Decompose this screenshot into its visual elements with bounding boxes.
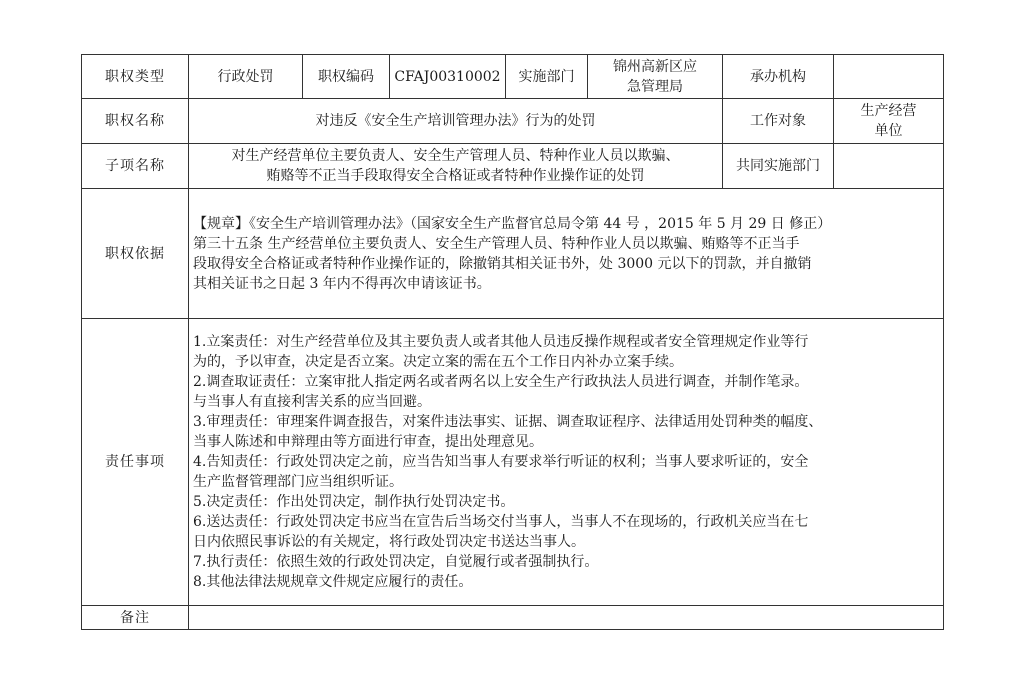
sub-value-line1: 对生产经营单位主要负责人、安全生产管理人员、特种作业人员以欺骗、 [231, 148, 680, 164]
duty-line: 8.其他法律法规规章文件规定应履行的责任。 [193, 574, 473, 590]
org-value [834, 55, 944, 99]
type-value: 行政处罚 [189, 55, 303, 99]
row-duty [82, 319, 944, 606]
dept-value [588, 55, 723, 99]
duty-line: 7.执行责任：依照生效的行政处罚决定，自觉履行或者强制执行。 [193, 554, 599, 570]
sub-label: 子项名称 [82, 144, 189, 189]
name-value: 对违反《安全生产培训管理办法》行为的处罚 [189, 99, 723, 144]
code-value: CFAJ00310002 [390, 55, 506, 99]
target-value [834, 99, 944, 144]
duty-line: 为的，予以审查，决定是否立案。决定立案的需在五个工作日内补办立案手续。 [193, 354, 683, 370]
basis-line: 段取得安全合格证或者特种作业操作证的，除撤销其相关证书外，处 3000 元以下的罚款，并自撤销 [193, 255, 812, 272]
target-value-line2: 单位 [874, 123, 903, 139]
row-sub-item [82, 144, 944, 189]
duty-line: 当事人陈述和申辩理由等方面进行审查，提出处理意见。 [193, 434, 543, 450]
duty-line: 3.审理责任：审理案件调查报告，对案件违法事实、证据、调查取证程序、法律适用处罚种类的幅度、 [193, 414, 823, 430]
authority-table [81, 54, 944, 630]
row-authority-type [82, 55, 944, 99]
dept-value-line1: 锦州高新区应 [613, 58, 697, 75]
code-label: 职权编码 [303, 55, 390, 99]
duty-text [189, 319, 944, 606]
remark-value [189, 606, 944, 630]
joint-label: 共同实施部门 [723, 144, 834, 189]
dept-label: 实施部门 [506, 55, 588, 99]
dept-value-line2: 急管理局 [627, 78, 683, 95]
row-authority-name [82, 99, 944, 144]
row-basis [82, 189, 944, 319]
org-label: 承办机构 [723, 55, 834, 99]
row-remark [82, 606, 944, 630]
sub-value-line2: 贿赂等不正当手段取得安全合格证或者特种作业操作证的处罚 [266, 168, 645, 184]
type-label: 职权类型 [82, 55, 189, 99]
sub-value [189, 144, 723, 189]
duty-line: 1.立案责任：对生产经营单位及其主要负责人或者其他人员违反操作规程或者安全管理规定作业等行 [193, 334, 809, 350]
basis-text [189, 189, 944, 319]
duty-line: 2.调查取证责任：立案审批人指定两名或者两名以上安全生产行政执法人员进行调查，并制作笔录。 [193, 374, 809, 390]
target-value-line1: 生产经营 [860, 103, 917, 119]
basis-line: 其相关证书之日起 3 年内不得再次申请该证书。 [193, 275, 491, 292]
duty-line: 5.决定责任：作出处罚决定，制作执行处罚决定书。 [193, 494, 515, 510]
basis-line: 【规章】《安全生产培训管理办法》（国家安全生产监督官总局令第 44 号 ，2015 年 5 月 29 日 修正） [193, 215, 832, 232]
duty-line: 日内依照民事诉讼的有关规定，将行政处罚决定书送达当事人。 [193, 534, 585, 550]
joint-value [834, 144, 944, 189]
duty-line: 与当事人有直接利害关系的应当回避。 [193, 394, 431, 410]
name-label: 职权名称 [82, 99, 189, 144]
duty-line: 6.送达责任：行政处罚决定书应当在宣告后当场交付当事人，当事人不在现场的，行政机关应当在七 [193, 514, 809, 530]
basis-line: 第三十五条 生产经营单位主要负责人、安全生产管理人员、特种作业人员以欺骗、贿赂等不正当手 [193, 235, 800, 252]
basis-label: 职权依据 [82, 189, 189, 319]
duty-line: 4.告知责任：行政处罚决定之前，应当告知当事人有要求举行听证的权利；当事人要求听证的，安全 [193, 454, 809, 470]
remark-label: 备注 [82, 606, 189, 630]
target-label: 工作对象 [723, 99, 834, 144]
duty-line: 生产监督管理部门应当组织听证。 [193, 474, 403, 490]
duty-label: 责任事项 [82, 319, 189, 606]
